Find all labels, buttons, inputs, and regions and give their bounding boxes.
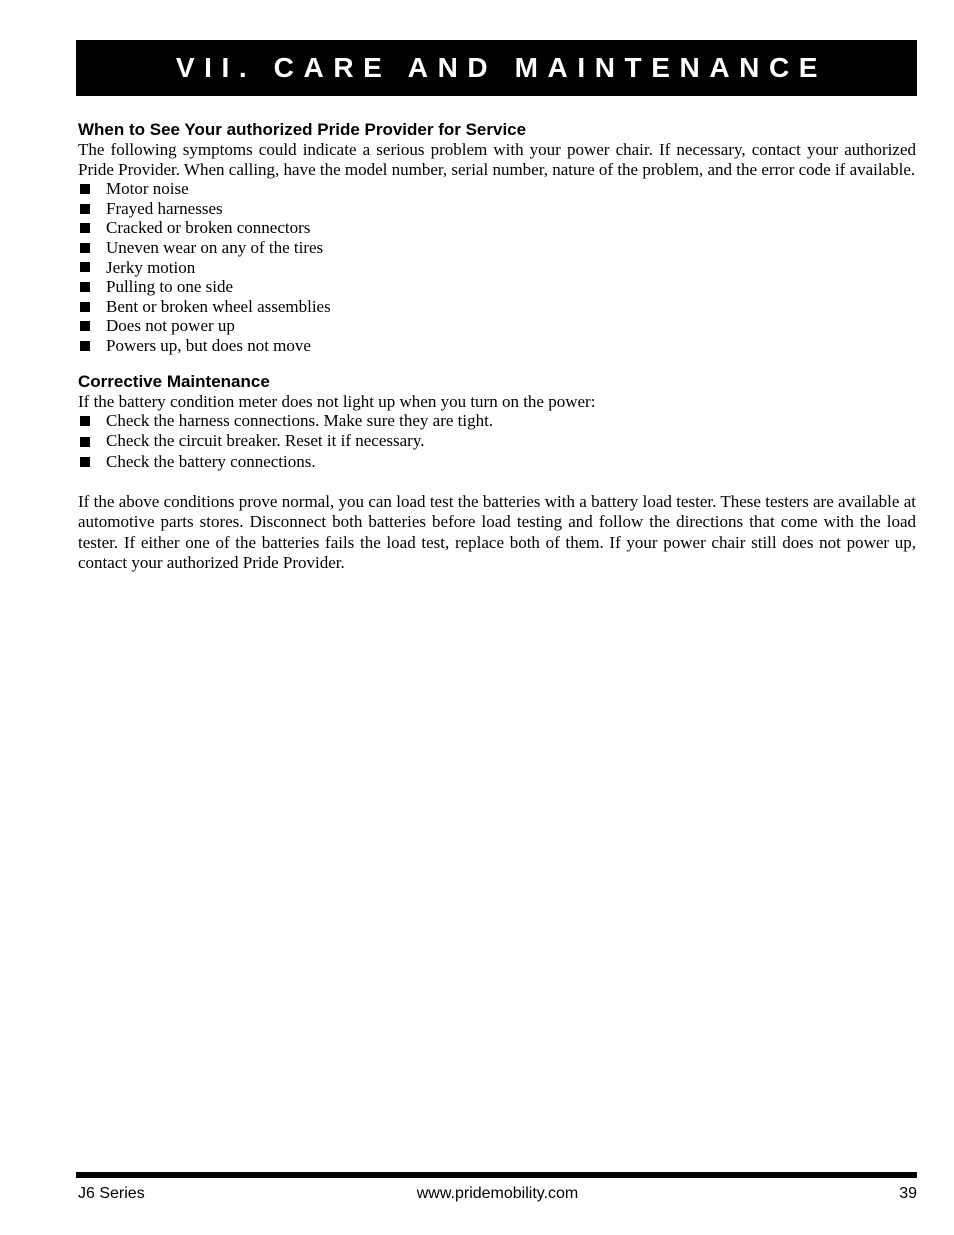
page-footer: [78, 1184, 917, 1204]
list-item: [78, 258, 916, 278]
list-item: [78, 218, 916, 238]
square-bullet-icon: [80, 223, 90, 233]
page-number: 39: [899, 1185, 917, 1202]
square-bullet-icon: [80, 282, 90, 292]
list-item-text: Cracked or broken connectors: [106, 218, 311, 238]
list-item-text: Bent or broken wheel assemblies: [106, 296, 331, 316]
square-bullet-icon: [80, 262, 90, 272]
service-intro-paragraph: The following symptoms could indicate a serious problem with your power chair. If necessary, contact your authorized Pride Provider. When calling, have the model number, serial number, nature of the problem, and the error code if available.: [78, 140, 916, 179]
list-item: [78, 238, 916, 258]
square-bullet-icon: [80, 302, 90, 312]
footer-series: J6 Series: [78, 1185, 145, 1202]
list-item-text: Does not power up: [106, 316, 235, 336]
square-bullet-icon: [80, 341, 90, 351]
footer-rule: [76, 1172, 917, 1178]
list-item: [78, 277, 916, 297]
square-bullet-icon: [80, 321, 90, 331]
list-item-text: Frayed harnesses: [106, 198, 223, 218]
list-item-text: Powers up, but does not move: [106, 335, 311, 355]
list-item-text: Motor noise: [106, 179, 189, 199]
list-item: [78, 179, 916, 199]
list-item: [78, 411, 916, 431]
square-bullet-icon: [80, 204, 90, 214]
square-bullet-icon: [80, 184, 90, 194]
list-item: [78, 336, 916, 356]
list-item: [78, 297, 916, 317]
list-item-text: Uneven wear on any of the tires: [106, 237, 324, 257]
page-content: [78, 119, 916, 573]
square-bullet-icon: [80, 416, 90, 426]
symptom-list: [78, 179, 916, 355]
list-item-text: Check the battery connections.: [106, 451, 316, 471]
chapter-title: VII. CARE AND MAINTENANCE: [175, 52, 828, 83]
chapter-header-bar: [76, 40, 917, 96]
corrective-intro-paragraph: If the battery condition meter does not light up when you turn on the power:: [78, 391, 596, 411]
square-bullet-icon: [80, 437, 90, 447]
square-bullet-icon: [80, 457, 90, 467]
list-item-text: Check the circuit breaker. Reset it if necessary.: [106, 431, 425, 451]
list-item: [78, 452, 916, 472]
list-item: [78, 199, 916, 219]
footer-website: www.pridemobility.com: [416, 1185, 579, 1202]
list-item-text: Jerky motion: [106, 257, 196, 277]
list-item: [78, 431, 916, 451]
list-item: [78, 316, 916, 336]
section-heading-corrective: Corrective Maintenance: [78, 371, 270, 391]
section-heading-service: When to See Your authorized Pride Provider for Service: [78, 120, 527, 139]
list-item-text: Pulling to one side: [106, 277, 234, 297]
list-item-text: Check the harness connections. Make sure they are tight.: [106, 411, 494, 431]
square-bullet-icon: [80, 243, 90, 253]
load-test-paragraph: If the above conditions prove normal, you can load test the batteries with a battery load tester. These testers are available at automotive parts stores. Disconnect both batteries before load testing and follow the directions that come with the load tester. If either one of the batteries fails the load test, replace both of them. If your power chair still does not power up, contact your authorized Pride Provider.: [78, 492, 916, 572]
corrective-list: [78, 411, 916, 472]
